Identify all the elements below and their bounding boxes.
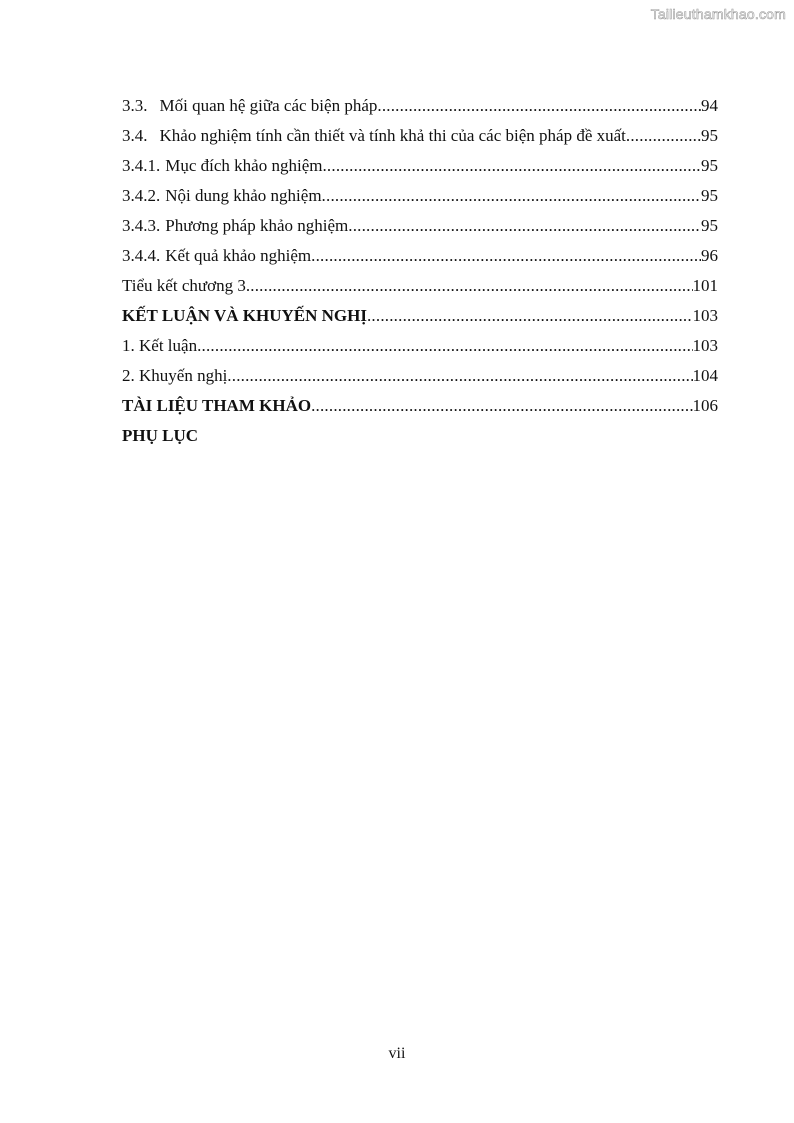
toc-entry-number: 3.4.4. — [122, 246, 161, 265]
toc-entry-3-4[interactable] — [122, 121, 718, 151]
toc-leader-dots — [311, 391, 692, 421]
toc-entry-page: 94 — [701, 96, 718, 115]
toc-leader-dots — [311, 241, 701, 271]
toc-entry-number: 3.4. — [122, 126, 148, 145]
toc-leader-dots — [322, 181, 701, 211]
toc-entry-recommendations[interactable] — [122, 361, 718, 391]
toc-entry-page: 103 — [692, 306, 718, 325]
toc-leader-dots — [348, 211, 701, 241]
toc-entry-title: 1. Kết luận — [122, 336, 198, 355]
watermark: Tailieuthamkhao.com — [650, 6, 786, 22]
toc-entry-number: 3.4.2. — [122, 186, 161, 205]
toc-entry-title: Tiểu kết chương 3 — [122, 276, 246, 295]
toc-entry-title: Mối quan hệ giữa các biện pháp — [159, 96, 378, 115]
toc-entry-number: 3.4.1. — [122, 156, 161, 175]
toc-entry-title: Khảo nghiệm tính cần thiết và tính khả thi của các biện pháp đề xuất — [159, 126, 626, 145]
toc-entry-page: 95 — [701, 216, 718, 235]
toc-entry-title: Mục đích khảo nghiệm — [165, 156, 323, 175]
toc-entry-page: 95 — [701, 186, 718, 205]
toc-leader-dots — [227, 361, 692, 391]
toc-leader-dots — [626, 121, 701, 151]
toc-entry-chapter-summary[interactable] — [122, 271, 718, 301]
toc-entry-page: 96 — [701, 246, 718, 265]
toc-leader-dots — [322, 151, 701, 181]
toc-entry-conclusion[interactable] — [122, 301, 718, 331]
toc-entry-title: PHỤ LỤC — [122, 426, 199, 445]
toc-entry-3-4-4[interactable] — [122, 241, 718, 271]
toc-entry-title: TÀI LIỆU THAM KHẢO — [122, 396, 312, 415]
toc-entry-page: 95 — [701, 156, 718, 175]
toc-entry-conclusions[interactable] — [122, 331, 718, 361]
toc-entry-references[interactable] — [122, 391, 718, 421]
toc-entry-number: 3.4.3. — [122, 216, 161, 235]
page-number: vii — [388, 1045, 406, 1062]
toc-leader-dots — [377, 91, 701, 121]
toc-entry-page: 104 — [692, 366, 718, 385]
toc-leader-dots — [367, 301, 693, 331]
toc-entry-title: 2. Khuyến nghị — [122, 366, 228, 385]
toc-entry-title: Nội dung khảo nghiệm — [165, 186, 322, 205]
toc-entry-appendix[interactable] — [122, 421, 718, 451]
toc-leader-dots — [197, 331, 692, 361]
toc-leader-dots — [246, 271, 693, 301]
toc-entry-page: 103 — [692, 336, 718, 355]
toc-entry-page: 95 — [701, 126, 718, 145]
toc-entry-title: Kết quả khảo nghiệm — [165, 246, 312, 265]
toc-entry-number: 3.3. — [122, 96, 148, 115]
toc-entry-3-3[interactable] — [122, 91, 718, 121]
toc-entry-page: 106 — [692, 396, 718, 415]
toc-entry-3-4-3[interactable] — [122, 211, 718, 241]
toc-entry-title: Phương pháp khảo nghiệm — [165, 216, 349, 235]
toc-entry-3-4-2[interactable] — [122, 181, 718, 211]
toc-entry-page: 101 — [692, 276, 718, 295]
toc-entry-title: KẾT LUẬN VÀ KHUYẾN NGHỊ — [122, 306, 367, 325]
table-of-contents — [122, 91, 718, 451]
toc-entry-3-4-1[interactable] — [122, 151, 718, 181]
